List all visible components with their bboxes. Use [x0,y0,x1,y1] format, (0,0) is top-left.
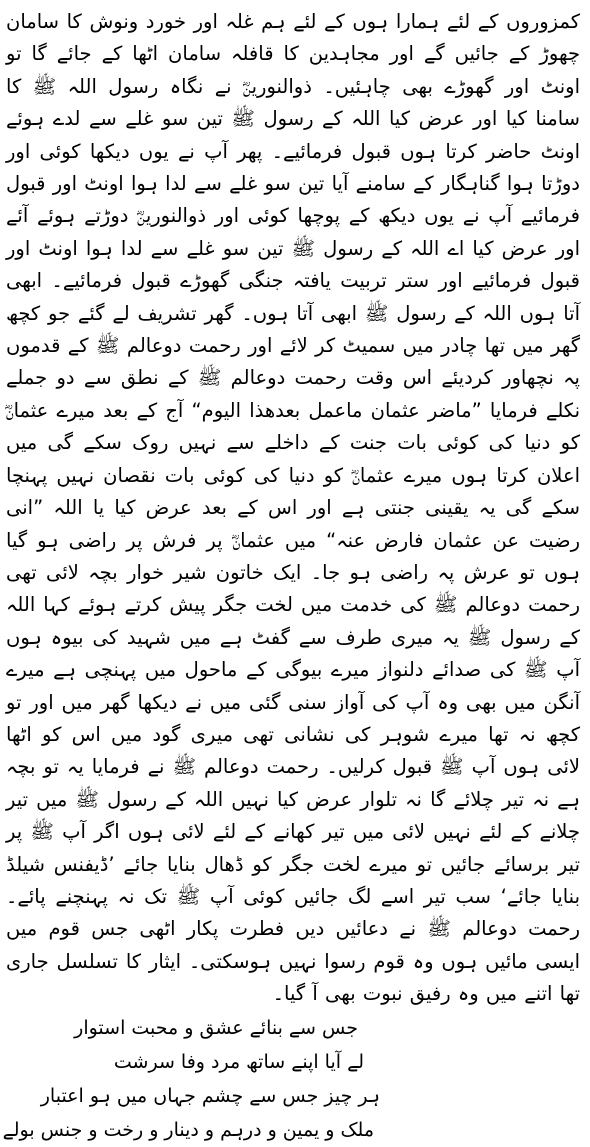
verse-line: لے آیا اپنے ساتھ مرد وفا سرشت [113,1050,364,1073]
verse-line: ہر چیز جس سے چشم جہاں میں ہو اعتبار [40,1084,380,1107]
verse-line: جس سے بنائے عشق و محبت استوار [74,1016,358,1039]
verse-block [2,1011,580,1147]
verse-line: ملک و یمین و درہم و دینار و رخت و جنس بولے [2,1118,374,1141]
body-paragraph: کمزوروں کے لئے ہمارا ہوں کے لئے ہم غلہ اور خورد ونوش کا سامان چھوڑ کے جائیں گے اور مجاہدین کا قافلہ سامان اٹھا کے جائے گا تو اونٹ اور گھوڑے بھی چاہئیں۔ ذوالنورینؓ نے نگاہ رسول اللہ ﷺ کا سامنا کیا اور عرض کیا اللہ کے رسول ﷺ تین سو غلے سے لدے ہوئے اونٹ حاضر کرتا ہوں قبول فرمائیے۔ پھر آپ نے یوں دیکھا کوئی اور دوڑتا ہوا گناہگار کے سامنے آیا تین سو غلے سے لدا ہوا اونٹ اور قبول فرمائیے آپ نے یوں دیکھ کے پوچھا کوئی اور ذوالنورینؓ دوڑتے ہوئے آئے اور عرض کیا اے اللہ کے رسول ﷺ تین سو غلے سے لدا ہوا اونٹ اور قبول فرمائیے اور ستر تربیت یافتہ جنگی گھوڑے قبول فرمائیے۔ ابھی آتا ہوں اللہ کے رسول ﷺ ابھی آتا ہوں۔ گھر تشریف لے گئے جو کچھ گھر میں تھا چادر میں سمیٹ کر لائے اور رحمت دوعالم ﷺ کے قدموں پہ نچھاور کردیئے اس وقت رحمت دوعالم ﷺ کے نطق سے دو جملے نکلے فرمایا ”ماضر عثمان ماعمل بعدھذا الیوم“ آج کے بعد میرے عثمانؓ کو دنیا کی کوئی بات جنت کے داخلے سے نہیں روک سکے گی میں اعلان کرتا ہوں میرے عثمانؓ کو دنیا کی کوئی بات نقصان نہیں پہنچا سکے گی یہ یقینی جنتی ہے اور اس کے بعد عرض کیا یا اللہ ”انی رضیت عن عثمان فارض عنہ“ میں عثمانؓ پر فرش پر راضی ہو گیا ہوں تو عرش پہ راضی ہو جا۔ ایک خاتون شیر خوار بچہ لائی تھی رحمت دوعالم ﷺ کی خدمت میں لخت جگر پیش کرتے ہوئے کہا اللہ کے رسول ﷺ یہ میری طرف سے گفٹ ہے میں شہید کی بیوہ ہوں آپ ﷺ کی صدائے دلنواز میرے بیوگی کے ماحول میں پہنچی ہے میرے آنگن میں بھی وہ آپ کی آواز سنی گئی میں نے دیکھا گھر میں اور تو کچھ نہ تھا میرے شوہر کی نشانی تھی میری گود میں اس کو اٹھا لائی ہوں آپ ﷺ قبول کرلیں۔ رحمت دوعالم ﷺ نے فرمایا یہ تو بچہ ہے نہ تیر چلائے گا نہ تلوار عرض کیا نہیں اللہ کے رسول ﷺ میں تیر چلانے کے لئے نہیں لائی میں تیر کھانے کے لئے لائی ہوں اگر آپ ﷺ پر تیر برسائے جائیں تو میرے لخت جگر کو ڈھال بنایا جائے ’ڈیفنس شیلڈ بنایا جائے‘ سب تیر اسے لگ جائیں کوئی آپ ﷺ تک نہ پہنچنے پائے۔ رحمت دوعالم ﷺ نے دعائیں دیں فطرت پکار اٹھی جس قوم میں ایسی مائیں ہوں وہ قوم رسوا نہیں ہوسکتی۔ ایثار کا تسلسل جاری تھا اتنے میں وہ رفیق نبوت بھی آ گیا۔ [6,10,580,1006]
